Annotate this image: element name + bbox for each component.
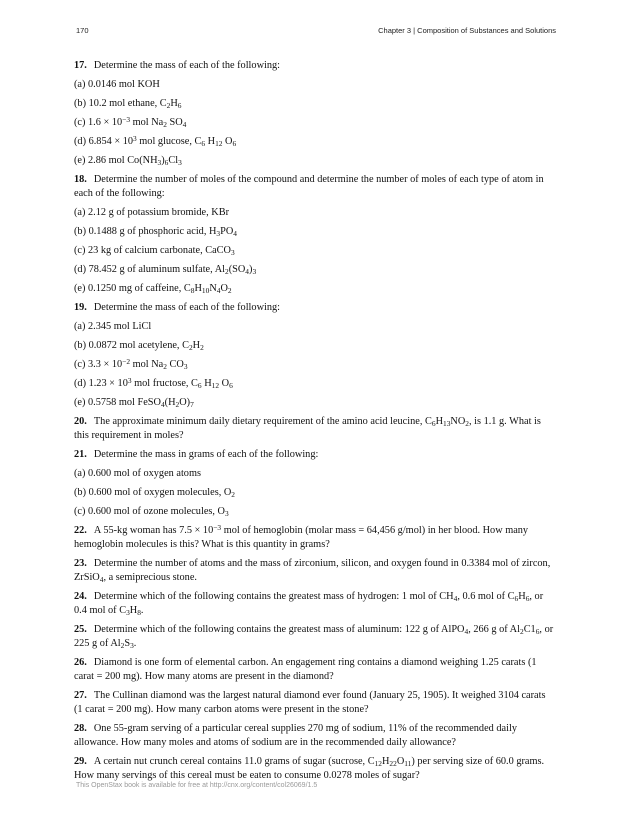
- footer-note: This OpenStax book is available for free at http://cnx.org/content/col26069/1.5: [76, 782, 318, 789]
- exercise-line: 17. Determine the mass of each of the following:: [74, 60, 281, 71]
- exercise-line: 20. The approximate minimum daily dietary requirement of the amino acid leucine, $C_6H_{13}NO_2$, is 1.1 g. What is this requirement in moles?: [74, 416, 541, 441]
- page-number: 170: [76, 26, 89, 35]
- exercise-line: (a) 0.600 mol of oxygen atoms: [74, 468, 201, 479]
- exercise-line: 23. Determine the number of atoms and the mass of zirconium, silicon, and oxygen found in 0.3384 mol of zircon, ZrSiO$_4$, a semiprecious stone.: [74, 558, 551, 585]
- exercise-line: (b) 0.600 mol of oxygen molecules, $O_2$: [74, 487, 235, 500]
- exercise-line: (c) $3.3 \times 10^{-2}$ mol $Na_2$ $CO_3$: [74, 356, 188, 372]
- exercise-line: 19. Determine the mass of each of the following:: [74, 302, 281, 313]
- exercise-line: (b) 0.1488 g of phosphoric acid, $H_3PO_4$: [74, 226, 237, 239]
- exercise-line: (d) 78.452 g of aluminum sulfate, $Al_2(SO_4)_3$: [74, 264, 257, 277]
- exercise-line: (a) 2.12 g of potassium bromide, KBr: [74, 207, 230, 218]
- exercise-line: (a) 0.0146 mol KOH: [74, 79, 160, 90]
- exercise-line: 22. A 55-kg woman has $7.5 \times 10^{-3}$ mol of hemoglobin (molar mass = 64,456 g/mol) in her blood. How many hemoglobin molecules is this? What is this quantity in grams?: [74, 522, 529, 550]
- exercise-line: 24. Determine which of the following contains the greatest mass of hydrogen: 1 mol of $CH_4$, 0.6 mol of $C_6H_6$, or 0.4 mol of $C_3H_8$.: [74, 591, 544, 618]
- exercise-list: [74, 59, 556, 788]
- exercise-line: 25. Determine which of the following contains the greatest mass of aluminum: 122 g of AlPO$_4$, 266 g of $Al_2C1_6$, or 225 g of $Al_2S_3$.: [74, 624, 554, 651]
- exercise-line: (e) 0.1250 mg of caffeine, $C_8H_{10}N_4O_2$: [74, 283, 232, 296]
- chapter-title: Chapter 3 | Composition of Substances and Solutions: [378, 26, 556, 35]
- exercise-line: 26. Diamond is one form of elemental carbon. An engagement ring contains a diamond weighing 1.25 carats (1 carat = 200 mg). How many atoms are present in the diamond?: [74, 657, 537, 682]
- exercise-line: (d) $1.23 \times 10^3$ mol fructose, $C_6$ $H_{12}$ $O_6$: [74, 375, 233, 391]
- exercise-line: 28. One 55-gram serving of a particular cereal supplies 270 mg of sodium, 11% of the recommended daily allowance. How many moles and atoms of sodium are in the recommended daily allowance?: [74, 723, 517, 748]
- exercise-line: (e) 0.5758 mol $FeSO_4(H_2O)_7$: [74, 397, 194, 410]
- exercise-line: 21. Determine the mass in grams of each of the following:: [74, 449, 319, 460]
- exercise-line: (e) 2.86 mol $Co(NH_3)_6Cl_3$: [74, 155, 182, 168]
- exercise-line: 29. A certain nut crunch cereal contains 11.0 grams of sugar (sucrose, $C_{12}H_{22}O_{11}$) per serving size of 60.0 grams. How many servings of this cereal must be eaten to consume 0.0278 moles of sugar?: [74, 756, 545, 781]
- exercise-line: (c) 23 kg of calcium carbonate, CaCO$_3$: [74, 245, 235, 258]
- exercise-line: 27. The Cullinan diamond was the largest natural diamond ever found (January 25, 1905). It weighed 3104 carats (1 carat = 200 mg). How many carbon atoms were present in the stone?: [74, 690, 546, 715]
- exercise-line: (c) 0.600 mol of ozone molecules, $O_3$: [74, 506, 229, 519]
- exercise-line: (b) 10.2 mol ethane, $C_2H_6$: [74, 98, 182, 111]
- exercise-line: (c) $1.6 \times 10^{-3}$ mol $Na_2$ $SO_4$: [74, 114, 187, 130]
- exercise-line: 18. Determine the number of moles of the compound and determine the number of moles of each type of atom in each of the following:: [74, 174, 544, 199]
- exercise-line: (a) 2.345 mol LiCl: [74, 321, 152, 332]
- exercise-line: (d) $6.854 \times 10^3$ mol glucose, $C_6$ $H_{12}$ $O_6$: [74, 133, 237, 149]
- exercise-line: (b) 0.0872 mol acetylene, $C_2H_2$: [74, 340, 204, 353]
